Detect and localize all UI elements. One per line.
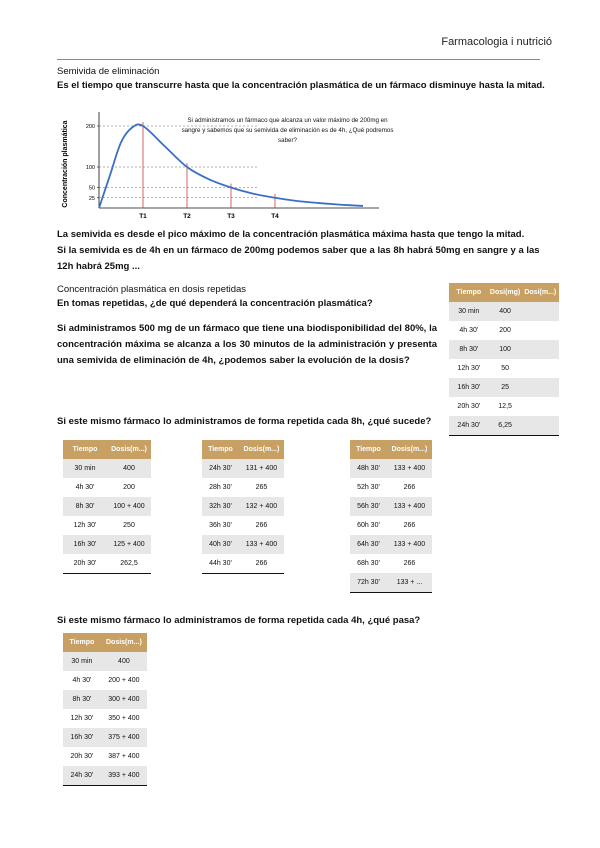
table-8h-1-cell: 250 [107, 516, 151, 535]
table-8h-3-header-1: Dosis(m...) [387, 440, 432, 459]
table-4h-header-1: Dosis(m...) [101, 633, 147, 652]
repeat-8h-question: Si este mismo fármaco lo administramos de forma repetida cada 8h, ¿qué sucede? [57, 416, 432, 427]
single-dose-cell: 50 [489, 359, 522, 378]
table-8h-1-cell: 12h 30' [63, 516, 107, 535]
table-row [449, 378, 559, 397]
table-8h-1-cell: 200 [107, 478, 151, 497]
table-row [63, 554, 151, 574]
table-row [449, 340, 559, 359]
single-dose-cell: 400 [489, 302, 522, 321]
table-4h-cell: 400 [101, 652, 147, 671]
table-row [63, 747, 147, 766]
table-4h-cell: 200 + 400 [101, 671, 147, 690]
single-dose-cell [522, 378, 559, 397]
table-4h-cell: 393 + 400 [101, 766, 147, 786]
table-row [63, 478, 151, 497]
table-4h-cell: 20h 30' [63, 747, 101, 766]
table-8h-3-cell: 72h 30' [350, 573, 387, 593]
semivida-definition: Es el tiempo que transcurre hasta que la concentración plasmática de un fármaco disminuye hasta la mitad. [57, 80, 545, 91]
table-8h-1-cell: 4h 30' [63, 478, 107, 497]
table-4h-cell: 16h 30' [63, 728, 101, 747]
table-8h-3-cell: 266 [387, 554, 432, 573]
table-row [63, 535, 151, 554]
table-row [63, 709, 147, 728]
table-8h-1-cell: 30 min [63, 459, 107, 478]
single-dose-cell: 30 min [449, 302, 489, 321]
table-row [350, 497, 432, 516]
table-8h-2 [202, 440, 284, 574]
single-dose-cell: 16h 30' [449, 378, 489, 397]
single-dose-cell [522, 302, 559, 321]
table-8h-2-cell: 266 [239, 516, 284, 535]
table-row [63, 690, 147, 709]
table-8h-2-cell: 265 [239, 478, 284, 497]
x-tick-label: T3 [227, 213, 235, 220]
table-4h-cell: 387 + 400 [101, 747, 147, 766]
dosis-question: En tomas repetidas, ¿de qué dependerá la concentración plasmática? [57, 298, 373, 309]
y-tick-label: 50 [88, 185, 95, 192]
table-8h-3-cell: 56h 30' [350, 497, 387, 516]
table-8h-3-cell: 60h 30' [350, 516, 387, 535]
table-8h-3-cell: 48h 30' [350, 459, 387, 478]
table-8h-3-cell: 266 [387, 516, 432, 535]
table-4h-cell: 300 + 400 [101, 690, 147, 709]
table-4h-cell: 4h 30' [63, 671, 101, 690]
table-4h-cell: 12h 30' [63, 709, 101, 728]
table-8h-3-cell: 64h 30' [350, 535, 387, 554]
x-tick-label: T1 [139, 213, 147, 220]
single-dose-header-0: Tiempo [449, 283, 489, 302]
table-row [449, 416, 559, 436]
table-8h-1-cell: 20h 30' [63, 554, 107, 574]
table-8h-2-cell: 40h 30' [202, 535, 239, 554]
y-tick-label: 100 [85, 165, 95, 171]
table-4h-cell: 30 min [63, 652, 101, 671]
table-8h-1-cell: 8h 30' [63, 497, 107, 516]
table-8h-2-header-1: Dosis(m...) [239, 440, 284, 459]
table-8h-3-cell: 266 [387, 478, 432, 497]
table-8h-3-cell: 133 + 400 [387, 459, 432, 478]
header-divider [57, 59, 540, 60]
table-row [449, 321, 559, 340]
table-row [350, 478, 432, 497]
table-4h-header-0: Tiempo [63, 633, 101, 652]
table-row [202, 535, 284, 554]
section-title-dosis: Concentración plasmática en dosis repetidas [57, 284, 247, 295]
table-4h [63, 633, 147, 786]
table-row [63, 497, 151, 516]
table-8h-2-cell: 132 + 400 [239, 497, 284, 516]
table-8h-1-header-1: Dosis(m...) [107, 440, 151, 459]
table-8h-2-cell: 36h 30' [202, 516, 239, 535]
table-row [202, 478, 284, 497]
table-row [202, 459, 284, 478]
section-title-semivida: Semivida de eliminación [57, 66, 160, 77]
table-4h-cell: 350 + 400 [101, 709, 147, 728]
dosis-paragraph: Si administramos 500 mg de un fármaco que tiene una biodisponibilidad del 80%, la concentración máxima se alcanza a los 30 minutos de la administración y presenta una semivida de eliminación de 4h, ¿podemos saber la evolución de la dosis? [57, 323, 437, 366]
x-tick-label: T2 [183, 213, 191, 220]
table-8h-1-cell: 16h 30' [63, 535, 107, 554]
single-dose-cell: 24h 30' [449, 416, 489, 436]
single-dose-cell: 200 [489, 321, 522, 340]
single-dose-cell: 20h 30' [449, 397, 489, 416]
single-dose-cell: 100 [489, 340, 522, 359]
single-dose-header-1: Dosi(mg) [489, 283, 522, 302]
table-8h-3-cell: 68h 30' [350, 554, 387, 573]
semivida-explanation-1: La semivida es desde el pico máximo de la concentración plasmática máxima hasta que tengo la mitad. [57, 229, 525, 240]
chart-annotation: Si administramos un fármaco que alcanza un valor máximo de 200mg en sangre y sabemos que su semivida de eliminación es de 4h, ¿Qué podremos saber? [181, 117, 394, 144]
table-8h-2-cell: 131 + 400 [239, 459, 284, 478]
single-dose-cell [522, 321, 559, 340]
table-row [63, 671, 147, 690]
table-row [63, 459, 151, 478]
table-4h-cell: 24h 30' [63, 766, 101, 786]
single-dose-cell [522, 359, 559, 378]
single-dose-cell: 4h 30' [449, 321, 489, 340]
table-row [449, 359, 559, 378]
table-8h-2-cell: 32h 30' [202, 497, 239, 516]
repeat-4h-question: Si este mismo fármaco lo administramos de forma repetida cada 4h, ¿qué pasa? [57, 615, 421, 626]
table-row [63, 728, 147, 747]
table-row [350, 516, 432, 535]
single-dose-cell [522, 416, 559, 436]
semivida-explanation-2: Si la semivida es de 4h en un fármaco de 200mg podemos saber que a las 8h habrá 50mg en sangre y a las [57, 245, 540, 256]
table-row [202, 554, 284, 574]
table-8h-2-cell: 44h 30' [202, 554, 239, 574]
single-dose-cell [522, 340, 559, 359]
table-8h-2-header-0: Tiempo [202, 440, 239, 459]
table-8h-3-cell: 133 + ... [387, 573, 432, 593]
table-8h-2-cell: 133 + 400 [239, 535, 284, 554]
table-row [449, 302, 559, 321]
table-8h-1 [63, 440, 151, 574]
single-dose-cell: 12,5 [489, 397, 522, 416]
table-row [202, 497, 284, 516]
table-row [350, 459, 432, 478]
table-8h-2-cell: 28h 30' [202, 478, 239, 497]
table-8h-1-header-0: Tiempo [63, 440, 107, 459]
table-row [63, 516, 151, 535]
table-4h-cell: 8h 30' [63, 690, 101, 709]
page-header-title: Farmacologia i nutrició [441, 36, 552, 48]
table-8h-3-cell: 52h 30' [350, 478, 387, 497]
table-row [350, 554, 432, 573]
table-8h-3-cell: 133 + 400 [387, 497, 432, 516]
table-row [350, 573, 432, 593]
table-8h-1-cell: 262,5 [107, 554, 151, 574]
single-dose-header-2: Dosi(m...) [522, 283, 559, 302]
table-8h-2-cell: 24h 30' [202, 459, 239, 478]
x-tick-label: T4 [271, 213, 279, 220]
y-tick-label: 200 [85, 124, 95, 130]
table-row [449, 397, 559, 416]
table-8h-3 [350, 440, 432, 593]
single-dose-table [449, 283, 559, 436]
table-row [63, 766, 147, 786]
chart-ylabel: Concentración plasmática [62, 120, 69, 208]
table-8h-1-cell: 400 [107, 459, 151, 478]
table-8h-1-cell: 100 + 400 [107, 497, 151, 516]
table-8h-1-cell: 125 + 400 [107, 535, 151, 554]
table-8h-2-cell: 266 [239, 554, 284, 574]
semivida-explanation-3: 12h habrá 25mg ... [57, 261, 140, 272]
single-dose-cell [522, 397, 559, 416]
y-tick-label: 25 [88, 195, 95, 202]
single-dose-cell: 8h 30' [449, 340, 489, 359]
table-4h-cell: 375 + 400 [101, 728, 147, 747]
single-dose-cell: 6,25 [489, 416, 522, 436]
table-8h-3-cell: 133 + 400 [387, 535, 432, 554]
table-8h-3-header-0: Tiempo [350, 440, 387, 459]
table-row [63, 652, 147, 671]
single-dose-cell: 12h 30' [449, 359, 489, 378]
single-dose-cell: 25 [489, 378, 522, 397]
table-row [350, 535, 432, 554]
table-row [202, 516, 284, 535]
